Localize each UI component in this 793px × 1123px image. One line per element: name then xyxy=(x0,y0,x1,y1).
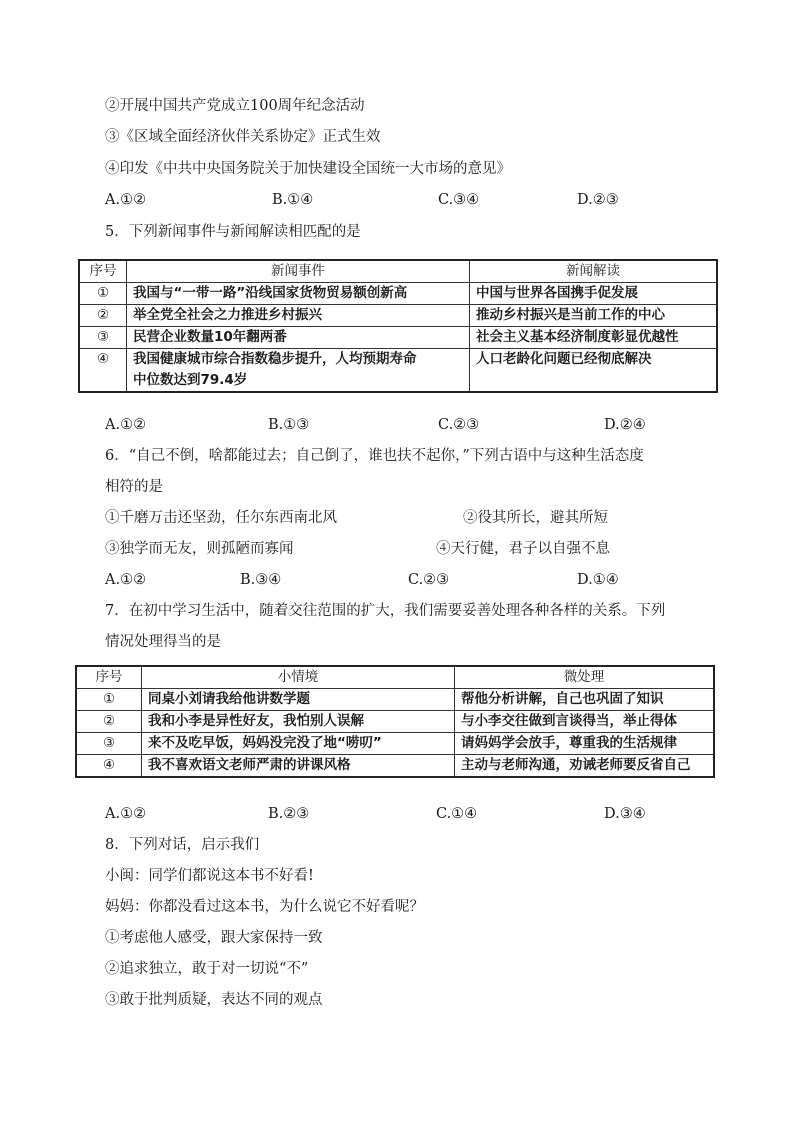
option-line-2: ②开展中国共产党成立100周年纪念活动 xyxy=(105,98,365,114)
question-6-stem-cont: 相符的是 xyxy=(105,479,163,495)
answer-b: B.①④ xyxy=(272,192,314,208)
row-num: ② xyxy=(76,711,142,733)
option-line-3: ③《区域全面经济伙伴关系协定》正式生效 xyxy=(105,129,381,145)
q5-header-num: 序号 xyxy=(79,260,127,283)
q5-header-reading: 新闻解读 xyxy=(470,260,718,283)
choice-1: ①考虑他人感受，跟大家保持一致 xyxy=(105,930,323,946)
row-num: ④ xyxy=(79,349,127,393)
row-reading: 推动乡村振兴是当前工作的中心 xyxy=(470,305,718,327)
row-event: 民营企业数量10年翻两番 xyxy=(127,327,470,349)
row-handle: 与小李交往做到言谈得当，举止得体 xyxy=(455,711,715,733)
q7-header-num: 序号 xyxy=(76,666,142,689)
answer-c: C.②③ xyxy=(408,572,450,588)
question-6-stem: 6．“自己不倒，啥都能过去；自己倒了，谁也扶不起你，”下列古语中与这种生活态度 xyxy=(105,448,644,464)
table-row xyxy=(79,327,717,349)
dialogue-line-1: 小闽：同学们都说这本书不好看! xyxy=(105,868,314,884)
q5-table xyxy=(78,259,718,393)
question-7-stem-cont: 情况处理得当的是 xyxy=(105,634,221,650)
row-num: ③ xyxy=(76,733,142,755)
answer-a: A.①② xyxy=(105,572,147,588)
choice-4: ④天行健，君子以自强不息 xyxy=(436,541,610,557)
table-row xyxy=(76,755,714,778)
row-num: ③ xyxy=(79,327,127,349)
question-7-stem: 7．在初中学习生活中，随着交往范围的扩大，我们需要妥善处理各种各样的关系。下列 xyxy=(105,603,666,619)
answer-c: C.①④ xyxy=(436,806,478,822)
table-row xyxy=(79,305,717,327)
answer-c: C.②③ xyxy=(438,417,480,433)
row-num: ① xyxy=(79,283,127,305)
row-event-line2: 中位数达到79.4岁 xyxy=(133,372,248,388)
answer-d: D.②④ xyxy=(604,417,646,433)
table-row xyxy=(79,283,717,305)
answer-d: D.②③ xyxy=(577,192,619,208)
row-event: 我国与“一带一路”沿线国家货物贸易额创新高 xyxy=(127,283,470,305)
row-event: 举全党全社会之力推进乡村振兴 xyxy=(127,305,470,327)
table-row xyxy=(76,711,714,733)
row-reading: 社会主义基本经济制度彰显优越性 xyxy=(470,327,718,349)
option-line-4: ④印发《中共中央国务院关于加快建设全国统一大市场的意见》 xyxy=(105,161,511,177)
row-num: ① xyxy=(76,689,142,711)
row-scene: 同桌小刘请我给他讲数学题 xyxy=(142,689,455,711)
q5-header-event: 新闻事件 xyxy=(127,260,470,283)
row-handle: 帮他分析讲解，自己也巩固了知识 xyxy=(455,689,715,711)
answer-d: D.①④ xyxy=(577,572,619,588)
dialogue-line-2: 妈妈：你都没看过这本书，为什么说它不好看呢？ xyxy=(105,899,424,915)
choice-1: ①千磨万击还坚劲，任尔东西南北风 xyxy=(105,510,337,526)
row-num: ② xyxy=(79,305,127,327)
answer-a: A.①② xyxy=(105,417,147,433)
row-event-line1: 我国健康城市综合指数稳步提升，人均预期寿命 xyxy=(133,351,417,367)
choice-3: ③敢于批判质疑，表达不同的观点 xyxy=(105,992,323,1008)
row-event xyxy=(127,349,470,393)
answer-b: B.①③ xyxy=(268,417,310,433)
row-handle: 请妈妈学会放手，尊重我的生活规律 xyxy=(455,733,715,755)
table-row xyxy=(76,689,714,711)
row-scene: 来不及吃早饭，妈妈没完没了地“唠叨” xyxy=(142,733,455,755)
answer-d: D.③④ xyxy=(604,806,646,822)
choice-3: ③独学而无友，则孤陋而寡闻 xyxy=(105,541,294,557)
q7-header-handle: 微处理 xyxy=(455,666,715,689)
answer-b: B.③④ xyxy=(240,572,282,588)
row-reading: 人口老龄化问题已经彻底解决 xyxy=(470,349,718,393)
answer-b: B.②③ xyxy=(268,806,310,822)
row-handle: 主动与老师沟通，劝诫老师要反省自己 xyxy=(455,755,715,778)
row-scene: 我和小李是异性好友，我怕别人误解 xyxy=(142,711,455,733)
answer-c: C.③④ xyxy=(438,192,480,208)
table-row xyxy=(76,733,714,755)
answer-a: A.①② xyxy=(105,806,147,822)
q7-table xyxy=(75,665,715,778)
question-8-stem: 8．下列对话，启示我们 xyxy=(105,837,260,853)
question-5-stem: 5．下列新闻事件与新闻解读相匹配的是 xyxy=(105,224,361,240)
choice-2: ②追求独立，敢于对一切说“不” xyxy=(105,961,309,977)
choice-2: ②役其所长，避其所短 xyxy=(463,510,608,526)
answer-a: A.①② xyxy=(105,192,147,208)
row-scene: 我不喜欢语文老师严肃的讲课风格 xyxy=(142,755,455,778)
row-reading: 中国与世界各国携手促发展 xyxy=(470,283,718,305)
q7-header-scene: 小情境 xyxy=(142,666,455,689)
table-row xyxy=(79,349,717,393)
row-num: ④ xyxy=(76,755,142,778)
